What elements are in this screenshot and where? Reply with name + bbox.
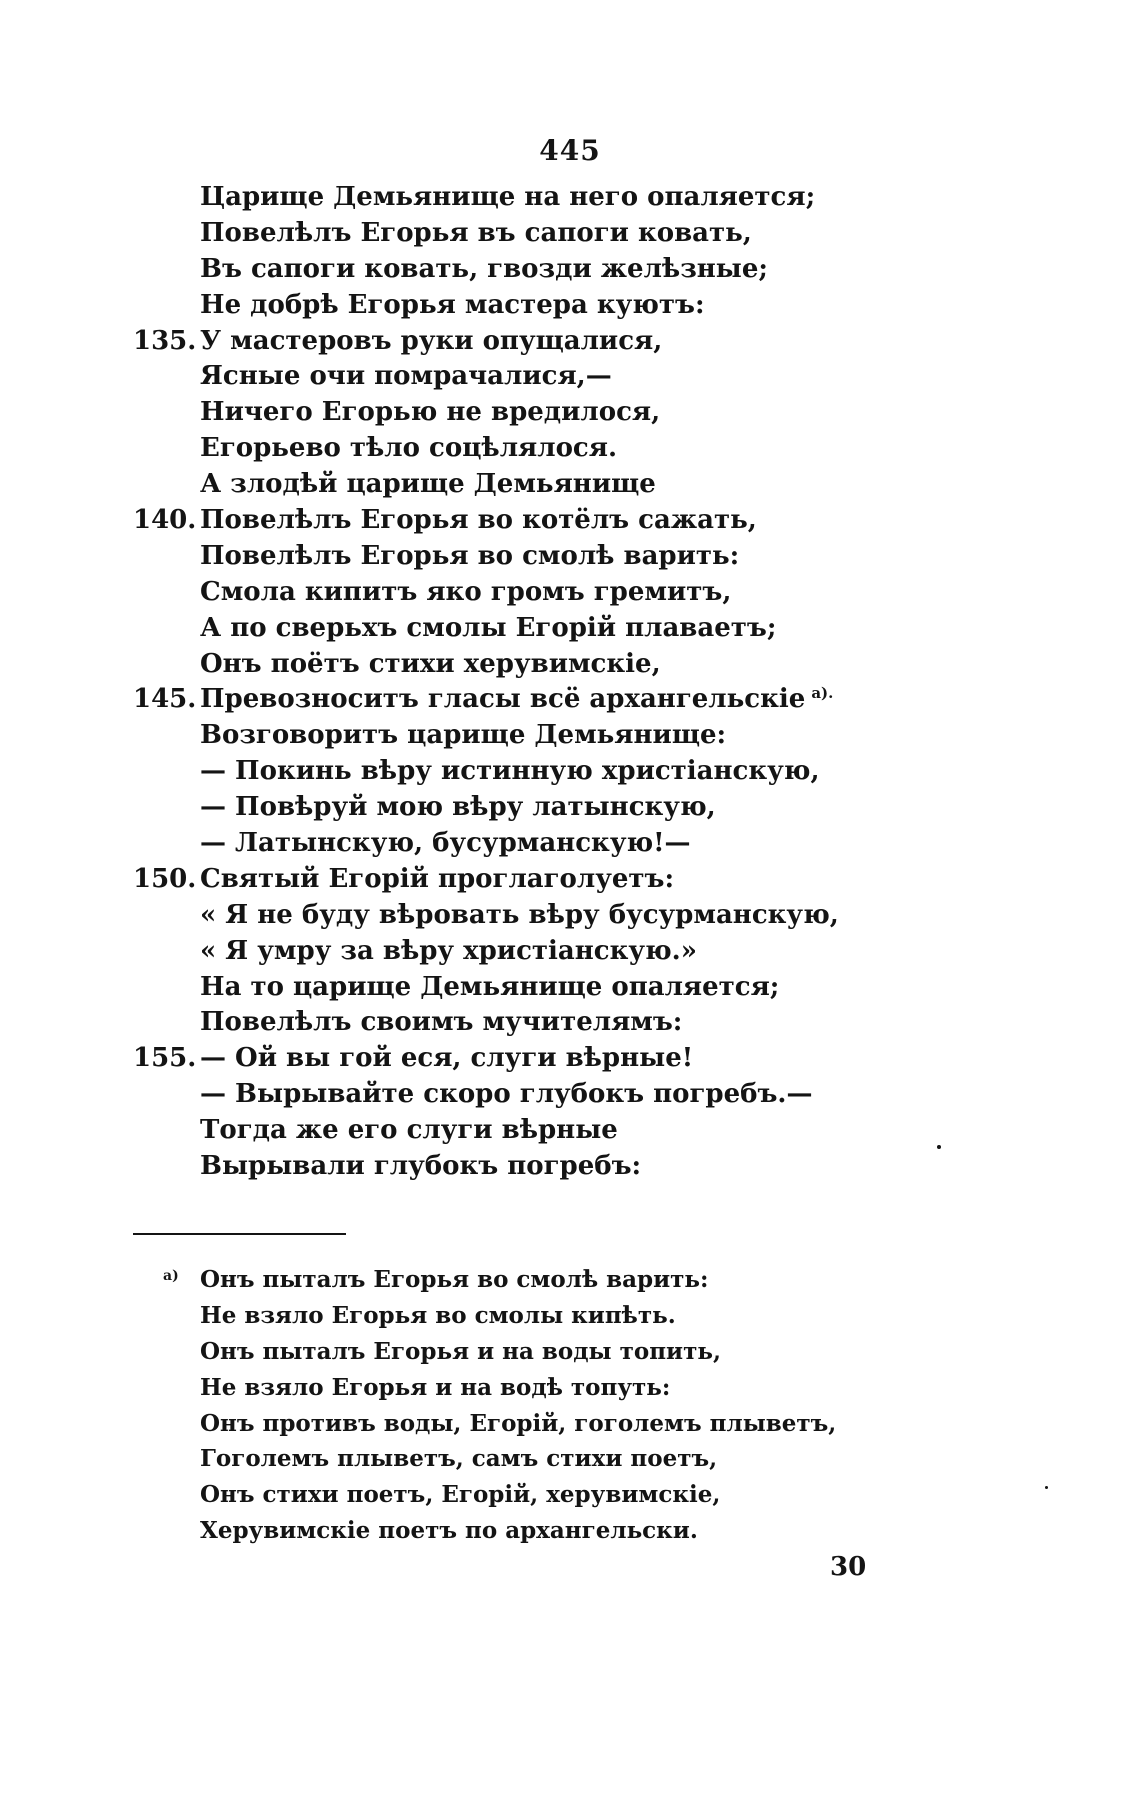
line-text: — Ой вы гой еся, слуги вѣрные! [200, 1043, 694, 1074]
footnote [0, 1262, 1140, 1549]
line-text: Повелѣлъ своимъ мучителямъ: [200, 1007, 683, 1038]
poem-line [0, 324, 1140, 360]
line-text: « Я умру за вѣру христіанскую.» [200, 935, 697, 966]
line-text: Тогда же его слуги вѣрные [200, 1115, 618, 1146]
line-text: Повелѣлъ Егорья во смолѣ варить: [200, 540, 740, 571]
line-text: — Вырывайте скоро глубокъ погребъ.— [200, 1079, 813, 1110]
footnote-line-text: Онъ противъ воды, Егорій, гоголемъ плыветъ, [200, 1409, 837, 1437]
poem-line [0, 790, 1140, 826]
line-text: Смола кипитъ яко громъ гремитъ, [200, 576, 732, 607]
poem-line [0, 826, 1140, 862]
line-number: 135. [133, 325, 197, 356]
poem-line [0, 467, 1140, 503]
line-text: Царище Демьянище на него опаляется; [200, 182, 816, 212]
poem-line [0, 180, 1140, 216]
footnote-line [0, 1406, 1140, 1442]
footnote-line [0, 1370, 1140, 1406]
poem-line [0, 539, 1140, 575]
footnote-line-text: Онъ пыталъ Егорья во смолѣ варить: [200, 1266, 709, 1293]
poem-line [0, 970, 1140, 1006]
footnote-line-text: Херувимскіе поетъ по архангельски. [200, 1517, 698, 1545]
print-speck [1045, 1486, 1048, 1489]
footnote-line [0, 1441, 1140, 1477]
footnote-line-text: Онъ пыталъ Егорья и на воды топить, [200, 1337, 721, 1365]
poem-line [0, 503, 1140, 539]
poem-line [0, 359, 1140, 395]
line-text: Вырывали глубокъ погребъ: [200, 1151, 642, 1182]
line-text: У мастеровъ руки опущалися, [200, 325, 663, 356]
poem-line [0, 718, 1140, 754]
signature-mark: 30 [830, 1552, 867, 1582]
poem-line [0, 1005, 1140, 1041]
footnote-line [0, 1334, 1140, 1370]
page-number: 445 [539, 134, 601, 167]
line-text-wrapper [200, 682, 833, 718]
poem-line [0, 682, 1140, 718]
poem-line [0, 1149, 1140, 1185]
footnote-reference: а). [811, 683, 834, 702]
poem-line [0, 252, 1140, 288]
footnote-mark: а) [163, 1268, 179, 1284]
line-number: 150. [133, 863, 197, 894]
line-text: А злодѣй царище Демьянище [200, 469, 656, 500]
line-text: Егорьево тѣло соцѣлялося. [200, 433, 618, 464]
line-text: Ничего Егорью не вредилося, [200, 397, 661, 428]
footnote-divider [133, 1233, 346, 1235]
poem-line [0, 611, 1140, 647]
line-text: — Покинь вѣру истинную христіанскую, [200, 756, 820, 787]
line-text: Повелѣлъ Егорья въ сапоги ковать, [200, 217, 752, 248]
line-text: Возговоритъ царище Демьянище: [200, 720, 727, 751]
poem-line [0, 754, 1140, 790]
print-speck [937, 1145, 941, 1149]
line-text: Превозноситъ гласы всё архангельскіе [200, 684, 806, 715]
footnote-line [0, 1513, 1140, 1549]
poem-line [0, 647, 1140, 683]
line-number: 145. [133, 684, 197, 715]
poem-text [0, 180, 1140, 1185]
footnote-line-text: Гоголемъ плыветъ, самъ стихи поетъ, [200, 1445, 718, 1473]
poem-line [0, 898, 1140, 934]
line-number: 140. [133, 505, 197, 536]
line-text: — Латынскую, бусурманскую!— [200, 828, 691, 859]
footnote-line [0, 1298, 1140, 1334]
line-text: — Повѣруй мою вѣру латынскую, [200, 792, 716, 823]
line-text: Въ сапоги ковать, гвозди желѣзные; [200, 253, 769, 284]
poem-line [0, 431, 1140, 467]
line-text: « Я не буду вѣровать вѣру бусурманскую, [200, 899, 839, 930]
line-text: На то царище Демьянище опаляется; [200, 971, 780, 1002]
footnote-line [0, 1477, 1140, 1513]
line-text: Онъ поётъ стихи херувимскіе, [200, 648, 661, 679]
line-text: Ясные очи помрачалися,— [200, 361, 612, 392]
poem-line [0, 1113, 1140, 1149]
line-text: А по сверьхъ смолы Егорій плаваетъ; [200, 612, 777, 643]
poem-line [0, 395, 1140, 431]
footnote-line-text: Онъ стихи поетъ, Егорій, херувимскіе, [200, 1481, 721, 1509]
poem-line [0, 1041, 1140, 1077]
poem-line [0, 216, 1140, 252]
poem-line [0, 575, 1140, 611]
line-text: Повелѣлъ Егорья во котёлъ сажать, [200, 505, 757, 536]
footnote-line-text: Не взяло Егорья и на водѣ топуть: [200, 1373, 671, 1401]
line-text: Не добрѣ Егорья мастера куютъ: [200, 289, 705, 320]
poem-line [0, 862, 1140, 898]
footnote-line [0, 1262, 1140, 1298]
poem-line [0, 288, 1140, 324]
poem-line [0, 1077, 1140, 1113]
poem-line [0, 934, 1140, 970]
footnote-line-text: Не взяло Егорья во смолы кипѣть. [200, 1301, 676, 1329]
line-text: Святый Егорій проглаголуетъ: [200, 863, 675, 894]
line-number: 155. [133, 1043, 197, 1074]
